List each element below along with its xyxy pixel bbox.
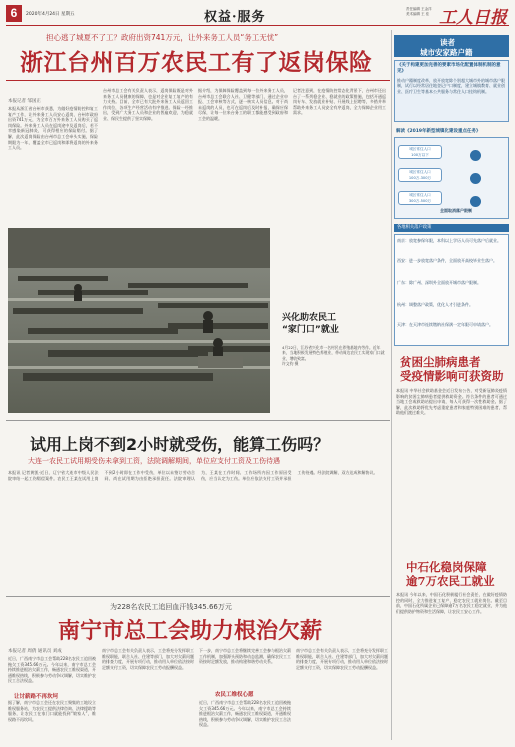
third-column-3a: 下一步，南宁市总工会将继续完善工会参与根治欠薪工作机制，加强源头预防和动态监测，确保农民工工资按时足额发放，推动构建和谐劳动关系。 (199, 648, 291, 665)
lead-column-3: 据介绍，为保障保险覆盖到每一位外来务工人员，台州市总工会联合人社、卫健等部门，通过企业申报、工会审核等方式，逐一核实人员信息。对于尚未返岗的人员，也可在返岗后及时补报，确保应保尽保，让每一位来台务工的职工都能感受到政府和工会的温暖。 (198, 88, 288, 121)
interpretation-title: 解读《2019年新型城镇化建设重点任务》 (396, 129, 481, 134)
editor-credits: 责任编辑 王金洋 美术编辑 王 佳 (406, 7, 432, 16)
farm-photo-image (8, 228, 270, 413)
sidebar-story-2: 本报讯 今年以来，中国石化积极履行社会责任，在做好疫情防控的同时，全力推进复工复产，稳定农民工就业岗位。截至目前，中国石化所属企业已保障逾7万名农民工稳定就业，并为他们提供防护物资和生活保障，让农民工安心工作。 (396, 592, 507, 614)
lead-rule (6, 80, 390, 81)
sidebar-headline-2: 中石化稳岗保障 逾7万农民工就业 (406, 560, 495, 588)
city-tier-2: 城区常住人口 100万-300万 (398, 168, 442, 182)
page-header (6, 4, 509, 26)
lead-kicker: 担心逃了城夏不了工？政府出资741万元，让外来务工人员“务工无忧” (46, 33, 279, 42)
second-subtitle: 大连一农民工试用期受伤未拿到工资，法院调解期间，单位应支付工资及工伤待遇 (28, 457, 280, 465)
photo-caption-text: 4月22日，江苏省兴化市一名村民在养殖基地内劳作。近年来，当地积极发展特色养殖业，带动周边农民工实现家门口就业，增收致富。 许文钧 摄 (282, 345, 385, 367)
third-subhead-1: 让讨薪路不再坎坷 (14, 694, 59, 700)
farm-photo (8, 228, 270, 413)
city-policy-item: 杭州：调整落户政策，优化人才引进条件。 (397, 302, 473, 307)
local-policy-banner: 各地相关落户政策 (394, 224, 509, 232)
city-policy-item: 西安：进一步放宽落户条件，全面放开高校毕业生落户。 (397, 258, 497, 263)
second-headline: 试用上岗不到2小时就受伤，能算工伤吗？ (30, 435, 330, 454)
section-rule-3 (6, 596, 390, 597)
tier-icon-1 (470, 150, 481, 161)
city-tier-1: 城区常住人口 100万以下 (398, 145, 442, 159)
section-rule-2 (6, 420, 390, 421)
third-column-3b: 近日，广西南宁市总工会帮助228名农民工追回被拖欠工资345.66万元。今年以来，南宁市总工会持续推进根治欠薪工作，畅通农民工维权渠道，开通维权热线，积极参与劳动争议调解，切实维护农民工合法权益。 (199, 700, 291, 728)
lead-column-2: 台州市总工会有关负责人表示，返岗保险既是对外来务工人员健康的保障，也是对企业复工复产的有力支持。目前，全市已有大批外来务工人员返回工作岗位，各项生产经营活动有序推进。保险一经推出，受到广大务工人员和企业的普遍欢迎，为稳就业、保民生提供了坚实保障。 (103, 88, 193, 121)
sidebar-story-1: 本报讯 中华社会救助基金会近日发布公告，对受新冠肺炎疫情影响的贫困尘肺病患者提供救助资金。符合条件的患者可通过当地工会或救助站提出申请，每人可获得一次性救助金。据了解，此次救助将优先考虑重症患者和家庭特别困难的患者，帮助他们渡过难关。 (396, 388, 507, 416)
city-tier-3: 城区常住人口 300万-500万 (398, 191, 442, 205)
third-column-1a: 近日，广西南宁市总工会帮助228名农民工追回被拖欠工资345.66万元。今年以来，南宁市总工会持续推进根治欠薪工作，畅通农民工维权渠道，开通维权热线，积极参与劳动争议调解，切实维护农民工合法权益。 (8, 656, 96, 684)
column-divider (391, 30, 392, 740)
section-title: 权益·服务 (204, 10, 266, 25)
city-policy-item: 广东：除广州、深圳外全面放开城市落户限制。 (397, 280, 481, 285)
policy-box-title: 《关于构建更加完善的要素市场化配置体制机制的意见》 (397, 63, 501, 74)
lead-byline: 本报记者 邹国正 (8, 99, 41, 104)
issue-date: 2020年4月24日 星期五 (26, 12, 75, 17)
third-headline: 南宁市总工会助力根治欠薪 (58, 619, 323, 644)
third-column-2: 南宁市总工会有关负责人表示，工会将充分发挥职工维权职能，联合人社、住建等部门，加大对欠薪问题的排查力度，开展专项行动，推动用人单位依法按时足额支付工资，切实保障农民工劳动报酬权益。 (102, 648, 194, 670)
newspaper-masthead: 工人日报 (439, 8, 507, 28)
third-subhead-2: 农民工维权心愿 (215, 692, 254, 698)
sidebar-headline-1: 贫困尘肺病患者 受疫情影响可获资助 (400, 355, 504, 383)
city-policy-item: 天津：在天津市连续缴纳社保满一定年限可申请落户。 (397, 322, 493, 327)
tier-icon-2 (470, 173, 481, 184)
photo-caption-title: 兴化助农民工 “家门口”就业 (282, 313, 339, 335)
tier-icon-3 (470, 196, 481, 207)
tier-note: 全面取消落户限制 (440, 208, 472, 213)
third-column-1b: 据了解，南宁市总工会还在农民工聚集的工地设立维权服务站，为农民工提供法律咨询、法律援助等服务，让农民工在家门口就能找到“娘家人”，维权路不再坎坷。 (8, 700, 96, 722)
second-story-body: 本报讯 记者黄凯·近日，辽宁省大连市中级人民法院审结一起工伤赔偿案件。农民工王某在试用上岗不到2小时即在工作中受伤，单位以未签订劳动合同、尚在试用期为由拒绝承担责任。法院审理认为，王某在工作时间、工作场所内因工作原因受伤，应当认定为工伤。单位应依法支付工资并承担工伤待遇。经法院调解，双方达成和解协议。 (8, 470, 378, 481)
sidebar-tag-line1: 读者 (440, 38, 455, 47)
page-number: 6 (6, 5, 22, 22)
lead-column-1: 本报从浙江省台州市获悉，为做好疫情防控和复工复产工作，让外来务工人员安心返岗，台州市政府出资741万元，为全市百万外来务工人员购买了返岗保险。外来务工人员在返岗途中及返岗后，若不幸感染新冠肺炎，可获得相应的保险赔付。据了解，此次返岗保险由台州市总工会牵头实施，保险期限为一年，覆盖全市已返岗和即将返岗的外来务工人员。 (8, 106, 98, 151)
sidebar-tag-line2: 城市安家路户籍 (420, 48, 473, 57)
third-column-4: 南宁市总工会有关负责人表示，工会将充分发挥职工维权职能，联合人社、住建等部门，加大对欠薪问题的排查力度，开展专项行动，推动用人单位依法按时足额支付工资，切实保障农民工劳动报酬权益。 (296, 648, 388, 670)
policy-box-text: 推动户籍制度改革，放开放宽除个别超大城市外的城市落户限制，试行以经常居住地登记户口制度，建立城镇教育、就业创业、医疗卫生等基本公共服务与常住人口挂钩机制。 (397, 78, 505, 94)
third-kicker: 为228名农民工追回血汗钱345.66万元 (110, 603, 232, 611)
lead-headline: 浙江台州百万农民工有了返岗保险 (20, 50, 373, 76)
third-byline: 本报记者 周倩 通讯员 刘成 (8, 649, 62, 654)
lead-column-4: 记者注意到，在疫情防控常态化背景下，台州市还出台了一系列稳企业、稳就业的政策措施，包括开通返岗专车、发放就业补贴、开展线上招聘等，多措并举帮助外来务工人员安全有序返岗，全力保障企业用工需求。 (293, 88, 386, 116)
city-policy-item: 南京：放宽参保年限，本科以上学历人员可先落户后就业。 (397, 238, 501, 243)
